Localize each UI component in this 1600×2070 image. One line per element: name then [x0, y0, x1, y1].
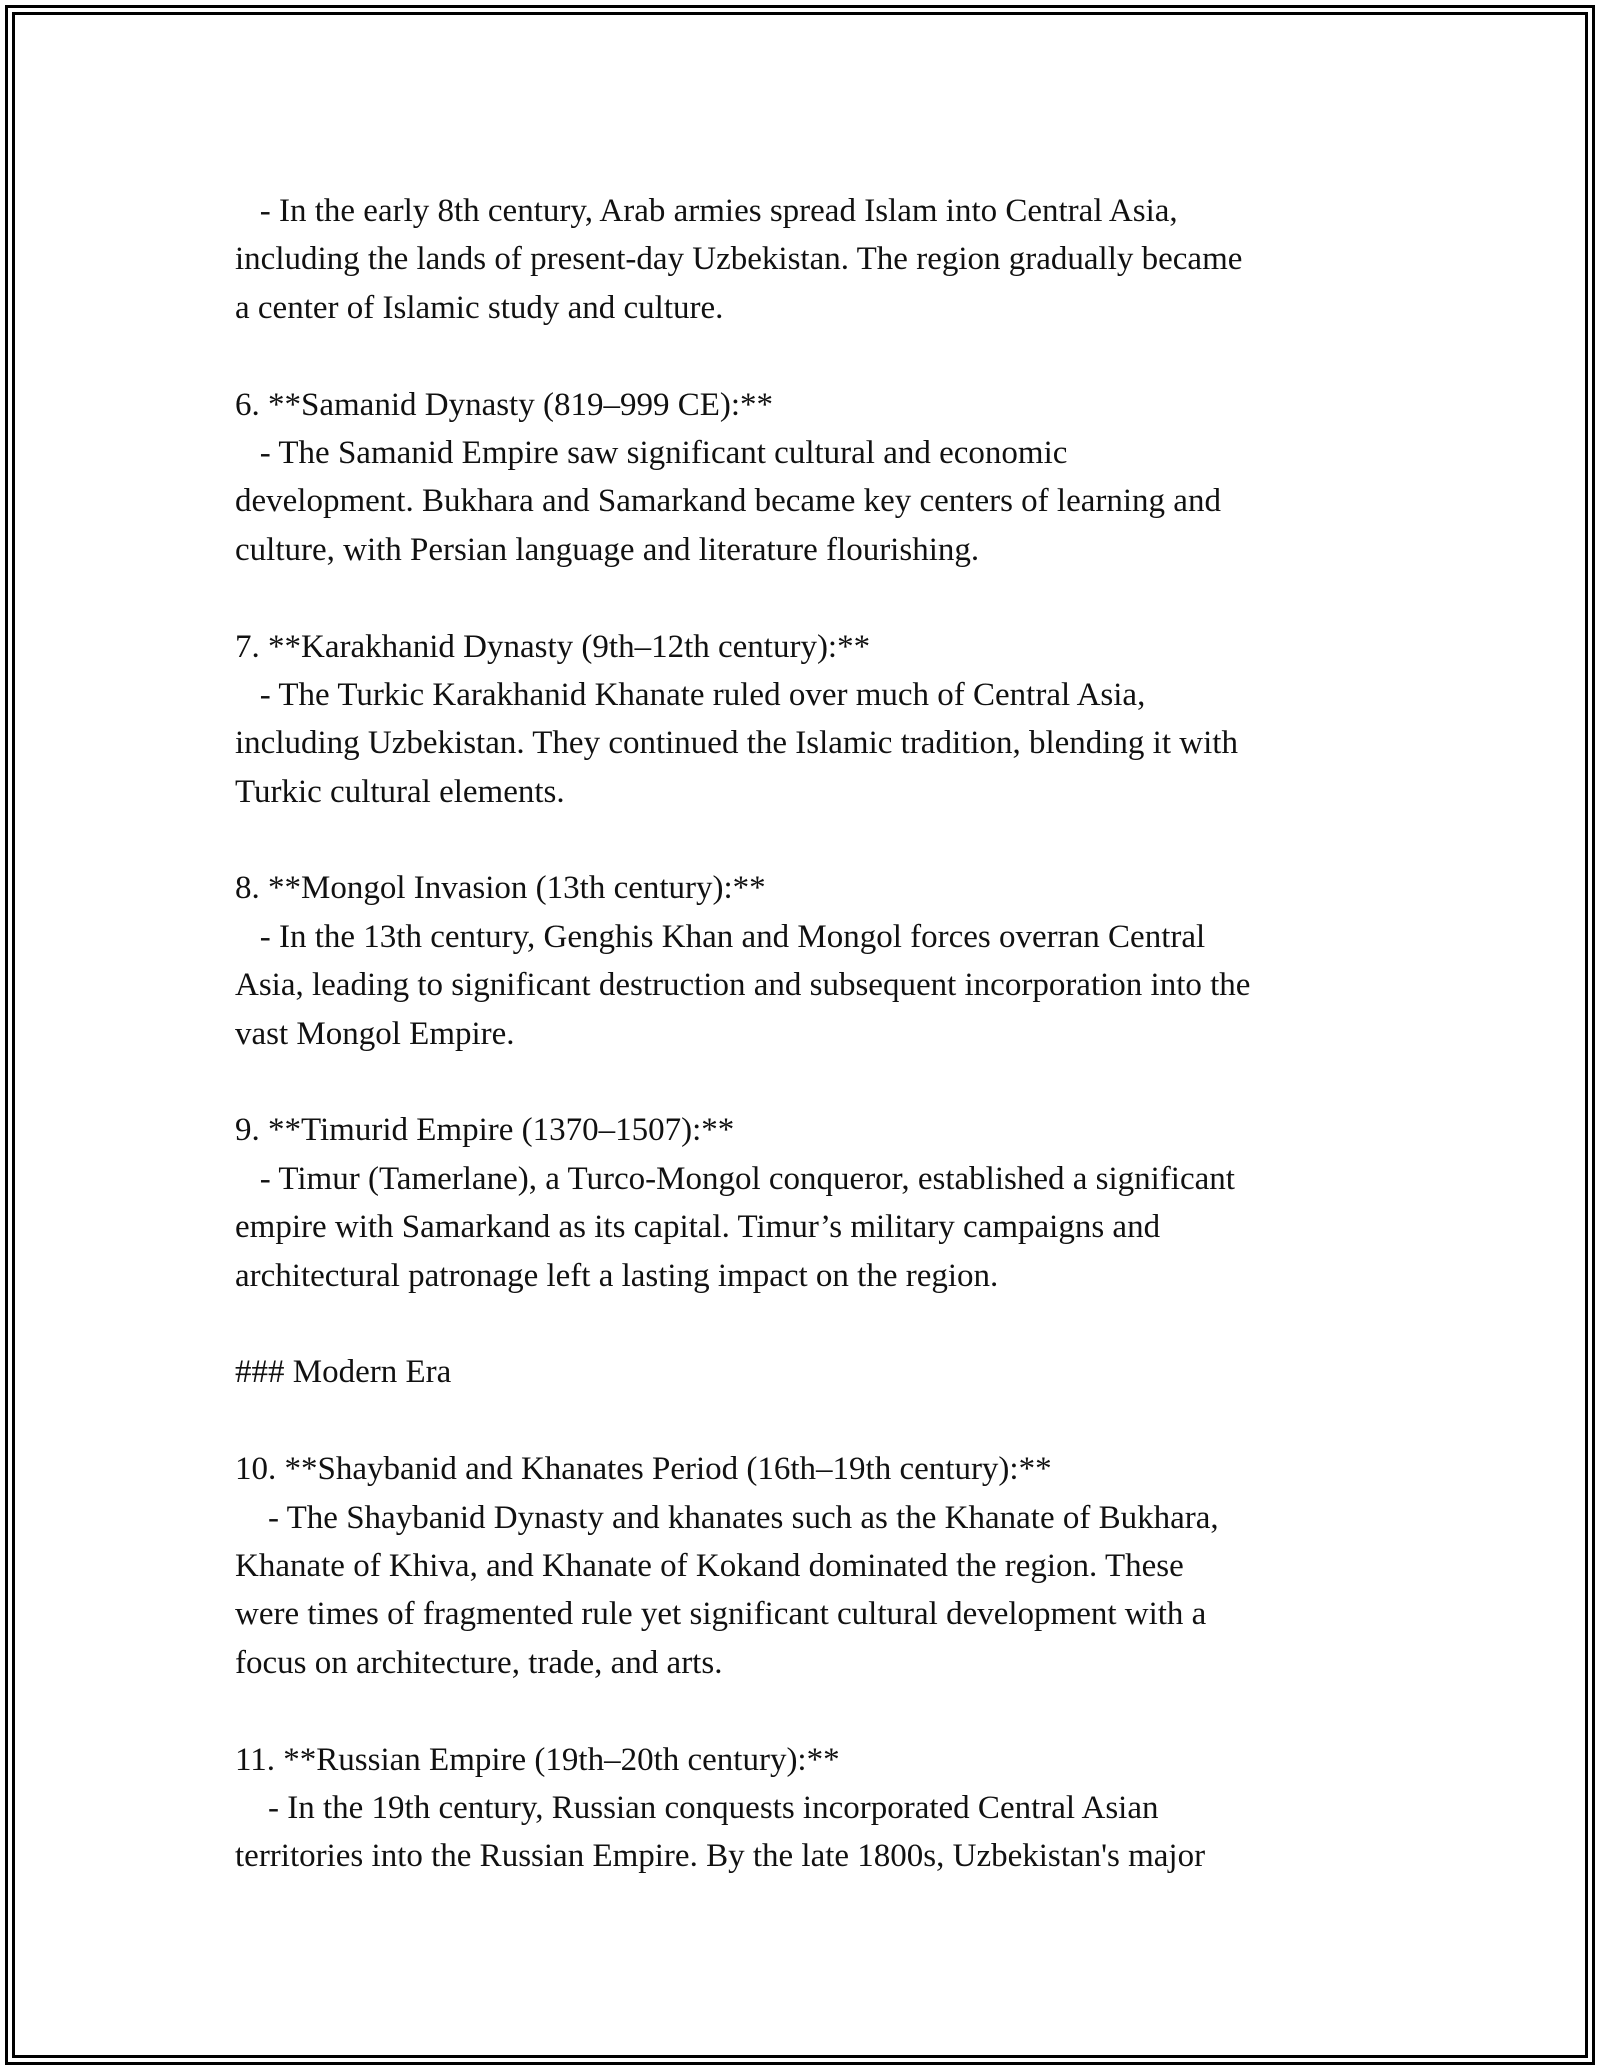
- document-body: [235, 187, 1395, 1881]
- blank-line: [235, 1300, 1395, 1348]
- blank-line: [235, 1397, 1395, 1445]
- text-line: development. Bukhara and Samarkand became key centers of learning and: [235, 483, 1221, 520]
- section-heading-karakhanid: 7. **Karakhanid Dynasty (9th–12th century):**: [235, 628, 871, 665]
- text-line: Khanate of Khiva, and Khanate of Kokand dominated the region. These: [235, 1547, 1184, 1584]
- text-line: - In the 19th century, Russian conquests incorporated Central Asian: [235, 1789, 1159, 1826]
- section-heading-samanid: 6. **Samanid Dynasty (819–999 CE):**: [235, 386, 774, 423]
- blank-line: [235, 574, 1395, 622]
- text-line: Asia, leading to significant destruction and subsequent incorporation into the: [235, 967, 1251, 1004]
- text-line: - The Samanid Empire saw significant cultural and economic: [235, 434, 1068, 471]
- text-line: empire with Samarkand as its capital. Timur’s military campaigns and: [235, 1209, 1161, 1246]
- blank-line: [235, 816, 1395, 864]
- text-line: architectural patronage left a lasting impact on the region.: [235, 1257, 999, 1294]
- text-line: territories into the Russian Empire. By the late 1800s, Uzbekistan's major: [235, 1838, 1206, 1875]
- blank-line: [235, 1687, 1395, 1735]
- blank-line: [235, 332, 1395, 380]
- text-line: - In the 13th century, Genghis Khan and Mongol forces overran Central: [235, 918, 1206, 955]
- text-line: - In the early 8th century, Arab armies spread Islam into Central Asia,: [235, 193, 1178, 229]
- text-line: focus on architecture, trade, and arts.: [235, 1644, 723, 1681]
- text-line: including the lands of present-day Uzbekistan. The region gradually became: [235, 241, 1243, 278]
- heading-modern-era: ### Modern Era: [235, 1354, 452, 1391]
- text-line: - Timur (Tamerlane), a Turco-Mongol conqueror, established a significant: [235, 1160, 1235, 1197]
- text-line: vast Mongol Empire.: [235, 1015, 515, 1052]
- section-heading-timurid: 9. **Timurid Empire (1370–1507):**: [235, 1112, 735, 1149]
- text-line: a center of Islamic study and culture.: [235, 289, 724, 326]
- blank-line: [235, 1058, 1395, 1106]
- section-heading-mongol: 8. **Mongol Invasion (13th century):**: [235, 870, 766, 907]
- section-heading-shaybanid: 10. **Shaybanid and Khanates Period (16th–19th century):**: [235, 1451, 1052, 1488]
- text-line: - The Shaybanid Dynasty and khanates such as the Khanate of Bukhara,: [235, 1499, 1219, 1536]
- text-line: Turkic cultural elements.: [235, 773, 565, 810]
- text-line: - The Turkic Karakhanid Khanate ruled over much of Central Asia,: [235, 676, 1146, 713]
- text-line: were times of fragmented rule yet significant cultural development with a: [235, 1596, 1207, 1633]
- text-line: culture, with Persian language and literature flourishing.: [235, 531, 980, 568]
- text-line: including Uzbekistan. They continued the Islamic tradition, blending it with: [235, 725, 1238, 762]
- section-heading-russian-empire: 11. **Russian Empire (19th–20th century):**: [235, 1741, 840, 1778]
